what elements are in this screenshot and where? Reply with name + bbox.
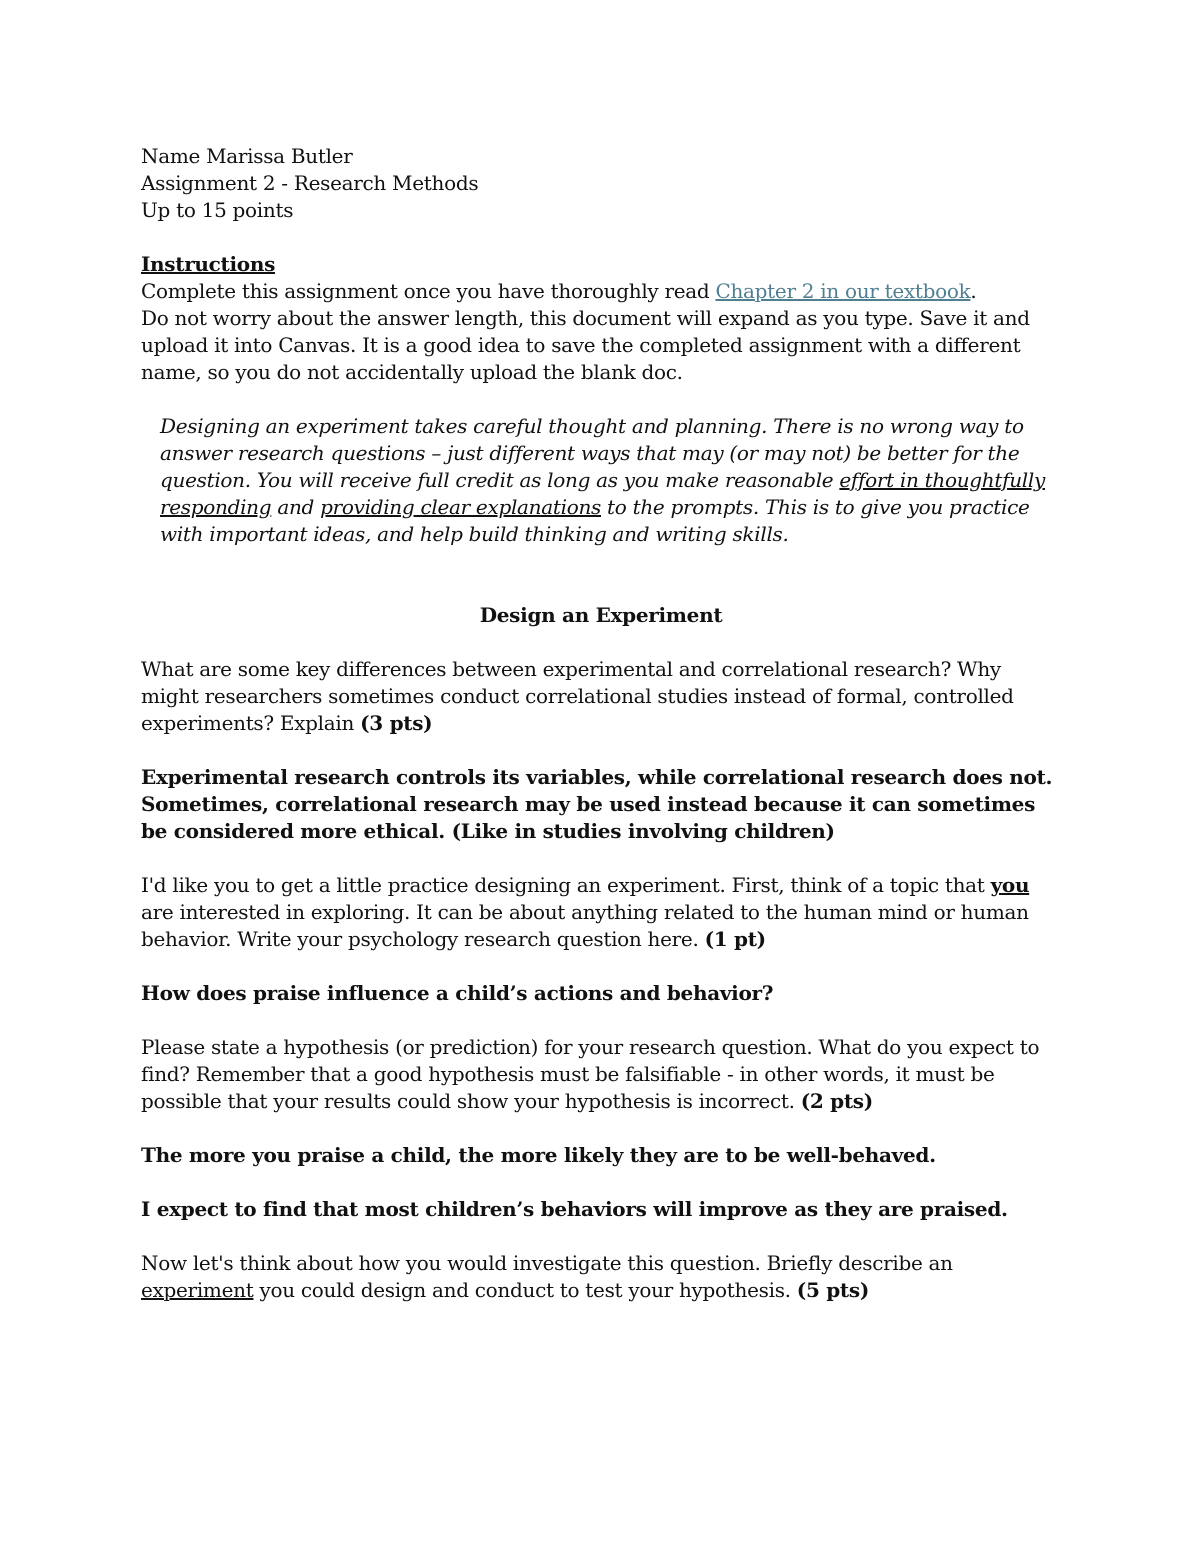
student-name: Name Marissa Butler — [141, 144, 353, 168]
instructions-line1: Complete this assignment once you have thoroughly read Chapter 2 in our textbook. — [141, 279, 977, 303]
question-3: Please state a hypothesis (or prediction) for your research question. What do you expect to find? Remember that a good hypothesis must be falsifiable - in other words, it must be possible that your results could show your hypothesis is incorrect. (2 pts) — [141, 1035, 1040, 1113]
answer-3a: The more you praise a child, the more likely they are to be well-behaved. — [141, 1143, 936, 1167]
textbook-link[interactable]: Chapter 2 in our textbook — [715, 279, 971, 303]
document-page — [141, 143, 1061, 1304]
question-2: I'd like you to get a little practice designing an experiment. First, think of a topic that you are interested in exploring. It can be about anything related to the human mind or human behavior. Write your psychology research question here. (1 pt) — [141, 873, 1030, 951]
question-3-points: (2 pts) — [800, 1089, 873, 1113]
question-4: Now let's think about how you would investigate this question. Briefly describe an experiment you could design and conduct to test your hypothesis. (5 pts) — [141, 1251, 953, 1302]
instructions-note: Designing an experiment takes careful thought and planning. There is no wrong way to answer research questions – just different ways that may (or may not) be better for the question. You will receive full credit as long as you make reasonable effort in thoughtfully responding and providing clear explanations to the prompts. This is to give you practice with important ideas, and help build thinking and writing skills. — [160, 414, 1045, 546]
answer-3b: I expect to find that most children’s behaviors will improve as they are praised. — [141, 1197, 1008, 1221]
underlined-effort: effort in thoughtfully responding — [160, 468, 1045, 519]
answer-1: Experimental research controls its variables, while correlational research does not. Sometimes, correlational research may be used instead because it can sometimes be considered more ethical. (Like in studies involving children) — [141, 765, 1053, 843]
answer-2: How does praise influence a child’s actions and behavior? — [141, 981, 774, 1005]
question-1-points: (3 pts) — [360, 711, 433, 735]
question-4-points: (5 pts) — [796, 1278, 869, 1302]
assignment-title: Assignment 2 - Research Methods — [141, 171, 479, 195]
emphasis-you: you — [990, 873, 1030, 897]
question-1: What are some key differences between experimental and correlational research? Why might researchers sometimes conduct correlational studies instead of formal, controlled experiments? Explain (3 pts) — [141, 657, 1014, 735]
instructions-line2: Do not worry about the answer length, this document will expand as you type. Save it and upload it into Canvas. It is a good idea to save the completed assignment with a different name, so you do not accidentally upload the blank doc. — [141, 306, 1030, 384]
emphasis-experiment: experiment — [141, 1278, 254, 1302]
underlined-explanations: providing clear explanations — [320, 495, 601, 519]
instructions-heading: Instructions — [141, 252, 276, 276]
points-total: Up to 15 points — [141, 198, 294, 222]
question-2-points: (1 pt) — [704, 927, 766, 951]
section-title: Design an Experiment — [479, 603, 723, 627]
